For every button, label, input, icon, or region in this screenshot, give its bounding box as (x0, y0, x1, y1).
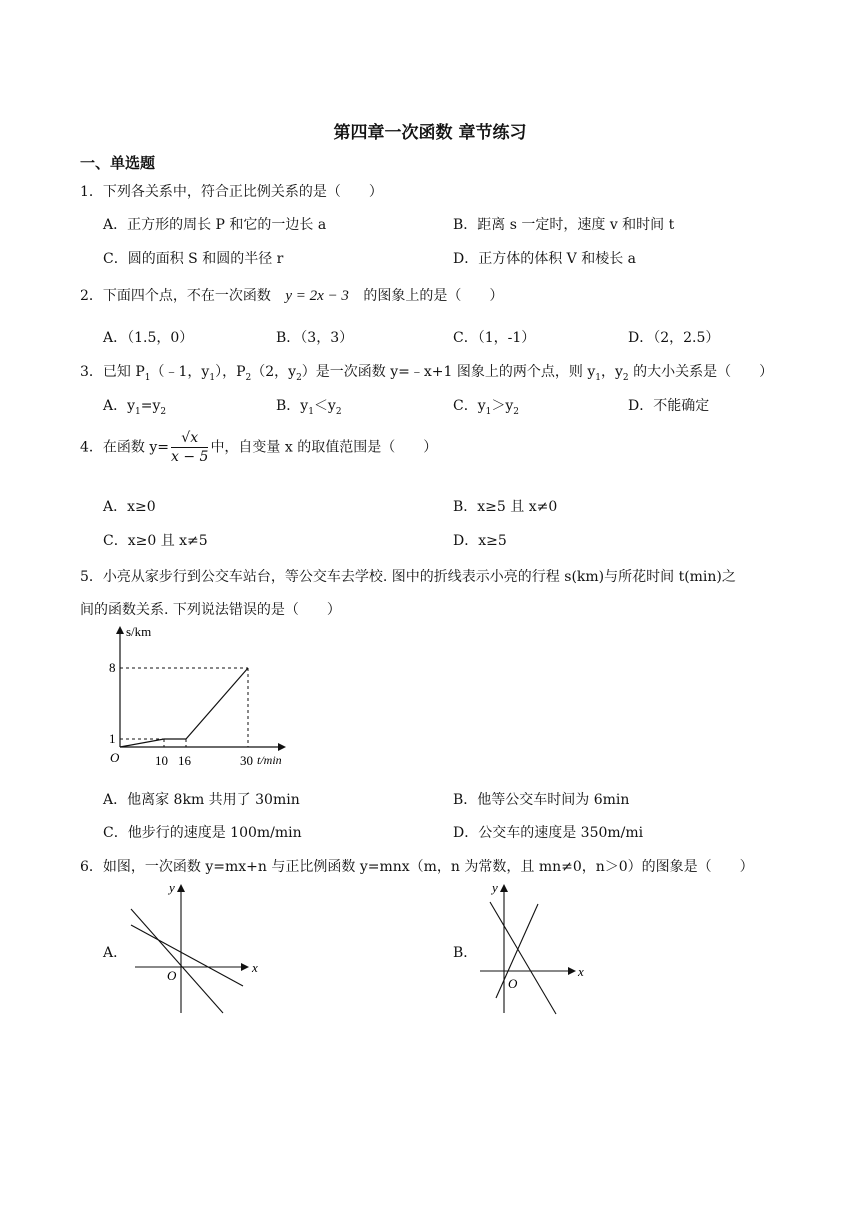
y-axis-arrow (500, 884, 508, 892)
q3-option-d: D．不能确定 (628, 398, 710, 414)
q3-sub: 1 (209, 372, 216, 383)
q4-stem-post: 中，自变量 x 的取值范围是（ ） (210, 439, 438, 456)
q3-sub: 1 (595, 372, 601, 383)
q2-stem-pre: 2．下面四个点，不在一次函数 (80, 288, 271, 304)
q3-stem-part: ）是一次函数 y=﹣x+1 图象上的两个点，则 y (301, 364, 596, 380)
q2-stem (80, 285, 503, 305)
q3-sub: 2 (296, 372, 302, 383)
q2-option-c: C．（1，-1） (453, 330, 536, 346)
line-2 (131, 925, 243, 986)
q3-option-c (453, 395, 519, 417)
q3-a-text: =y (140, 398, 161, 414)
q4-option-b: B．x≥5 且 x≠0 (453, 499, 558, 515)
graph-origin: O (110, 750, 120, 765)
q3-stem-part: 的大小关系是（ ） (628, 364, 774, 380)
q2-option-a: A．（1.5，0） (103, 330, 194, 346)
q3-stem-part: （﹣1，y (150, 364, 210, 380)
y-axis-arrow (116, 626, 124, 634)
q4-stem (80, 430, 437, 465)
q1-option-a: A．正方形的周长 P 和它的一边长 a (103, 217, 327, 233)
graph-ytick-8: 8 (109, 660, 116, 675)
q6-graph-a (125, 878, 265, 1018)
q3-stem-part: ），P (215, 364, 246, 380)
axis-x-label: x (252, 960, 258, 975)
q3-sub: 2 (622, 372, 629, 383)
axis-x-label: x (578, 964, 584, 979)
line-1 (131, 909, 223, 1013)
q6-stem: 6．如图，一次函数 y=mx+n 与正比例函数 y=mnx（m，n 为常数，且 mn≠0，n＞0）的图象是（ ） (80, 859, 754, 875)
q3-stem (80, 361, 773, 383)
graph-xtick-30: 30 (240, 753, 253, 768)
q4-option-d: D．x≥5 (453, 533, 507, 549)
q6-option-b-label: B． (453, 945, 478, 961)
axis-y-label: y (169, 880, 175, 895)
q2-option-b: B．（3，3） (276, 330, 354, 346)
q3-sub: 1 (135, 406, 141, 417)
q3-stem-part: ，y (600, 364, 623, 380)
q4-denominator: x − 5 (171, 449, 209, 465)
graph-xtick-16: 16 (178, 753, 191, 768)
q5-option-a: A．他离家 8km 共用了 30min (103, 792, 300, 808)
origin-label: O (167, 968, 177, 983)
x-axis-arrow (278, 743, 286, 751)
q4-numerator: √x (171, 430, 208, 448)
origin-label: O (508, 976, 518, 991)
q3-stem-part: 3．已知 P (80, 364, 145, 380)
q3-a-text: A．y (103, 398, 136, 414)
q2-formula: y = 2x − 3 (285, 288, 349, 304)
q4-option-c: C．x≥0 且 x≠5 (103, 533, 208, 549)
q3-sub: 1 (308, 406, 314, 417)
graph-ylabel: s/km (126, 624, 152, 639)
trip-polyline (120, 668, 248, 747)
q3-sub: 2 (335, 406, 342, 417)
q3-sub: 2 (513, 406, 520, 417)
graph-xlabel: t/min (257, 753, 282, 767)
q3-option-b (276, 395, 342, 417)
q3-sub: 1 (485, 406, 492, 417)
line-1 (490, 902, 556, 1014)
q5-option-b: B．他等公交车时间为 6min (453, 792, 630, 808)
q4-option-a: A．x≥0 (103, 499, 156, 515)
graph-ytick-1: 1 (109, 731, 116, 746)
x-axis-arrow (568, 967, 576, 975)
q3-c-text: C．y (453, 398, 486, 414)
q3-stem-part: （2，y (251, 364, 297, 380)
q2-stem-post: 的图象上的是（ ） (363, 288, 504, 304)
y-axis-arrow (177, 884, 185, 892)
q3-c-text: ＞y (491, 398, 514, 414)
q6-graph-b (470, 878, 600, 1018)
x-axis-arrow (241, 963, 249, 971)
q3-b-text: ＜y (313, 398, 336, 414)
q6-option-a-label: A． (103, 945, 128, 961)
q3-b-text: B．y (276, 398, 309, 414)
q3-sub: 2 (160, 406, 167, 417)
q1-option-c: C．圆的面积 S 和圆的半径 r (103, 251, 284, 267)
q2-option-d: D．（2，2.5） (628, 330, 720, 346)
q3-sub: 2 (245, 372, 252, 383)
q1-option-b: B．距离 s 一定时，速度 v 和时间 t (453, 217, 675, 233)
graph-xtick-10: 10 (155, 753, 168, 768)
q4-stem-pre: 4．在函数 y= (80, 439, 169, 456)
q5-graph (100, 622, 290, 770)
q3-option-a (103, 395, 166, 417)
page-title: 第四章一次函数 章节练习 (333, 123, 527, 143)
q4-fraction (171, 430, 208, 465)
axis-y-label: y (492, 880, 498, 895)
q3-sub: 1 (144, 372, 151, 383)
q5-option-c: C．他步行的速度是 100m/min (103, 825, 302, 841)
q5-option-d: D．公交车的速度是 350m/mi (453, 825, 644, 841)
q5-stem-line2: 间的函数关系. 下列说法错误的是（ ） (80, 602, 341, 618)
q5-stem-line1: 5．小亮从家步行到公交车站台，等公交车去学校. 图中的折线表示小亮的行程 s(km)与所花时间 t(min)之 (80, 569, 736, 585)
q1-stem: 1．下列各关系中，符合正比例关系的是（ ） (80, 184, 383, 200)
section-heading: 一、单选题 (80, 154, 156, 172)
q1-option-d: D．正方体的体积 V 和棱长 a (453, 251, 637, 267)
